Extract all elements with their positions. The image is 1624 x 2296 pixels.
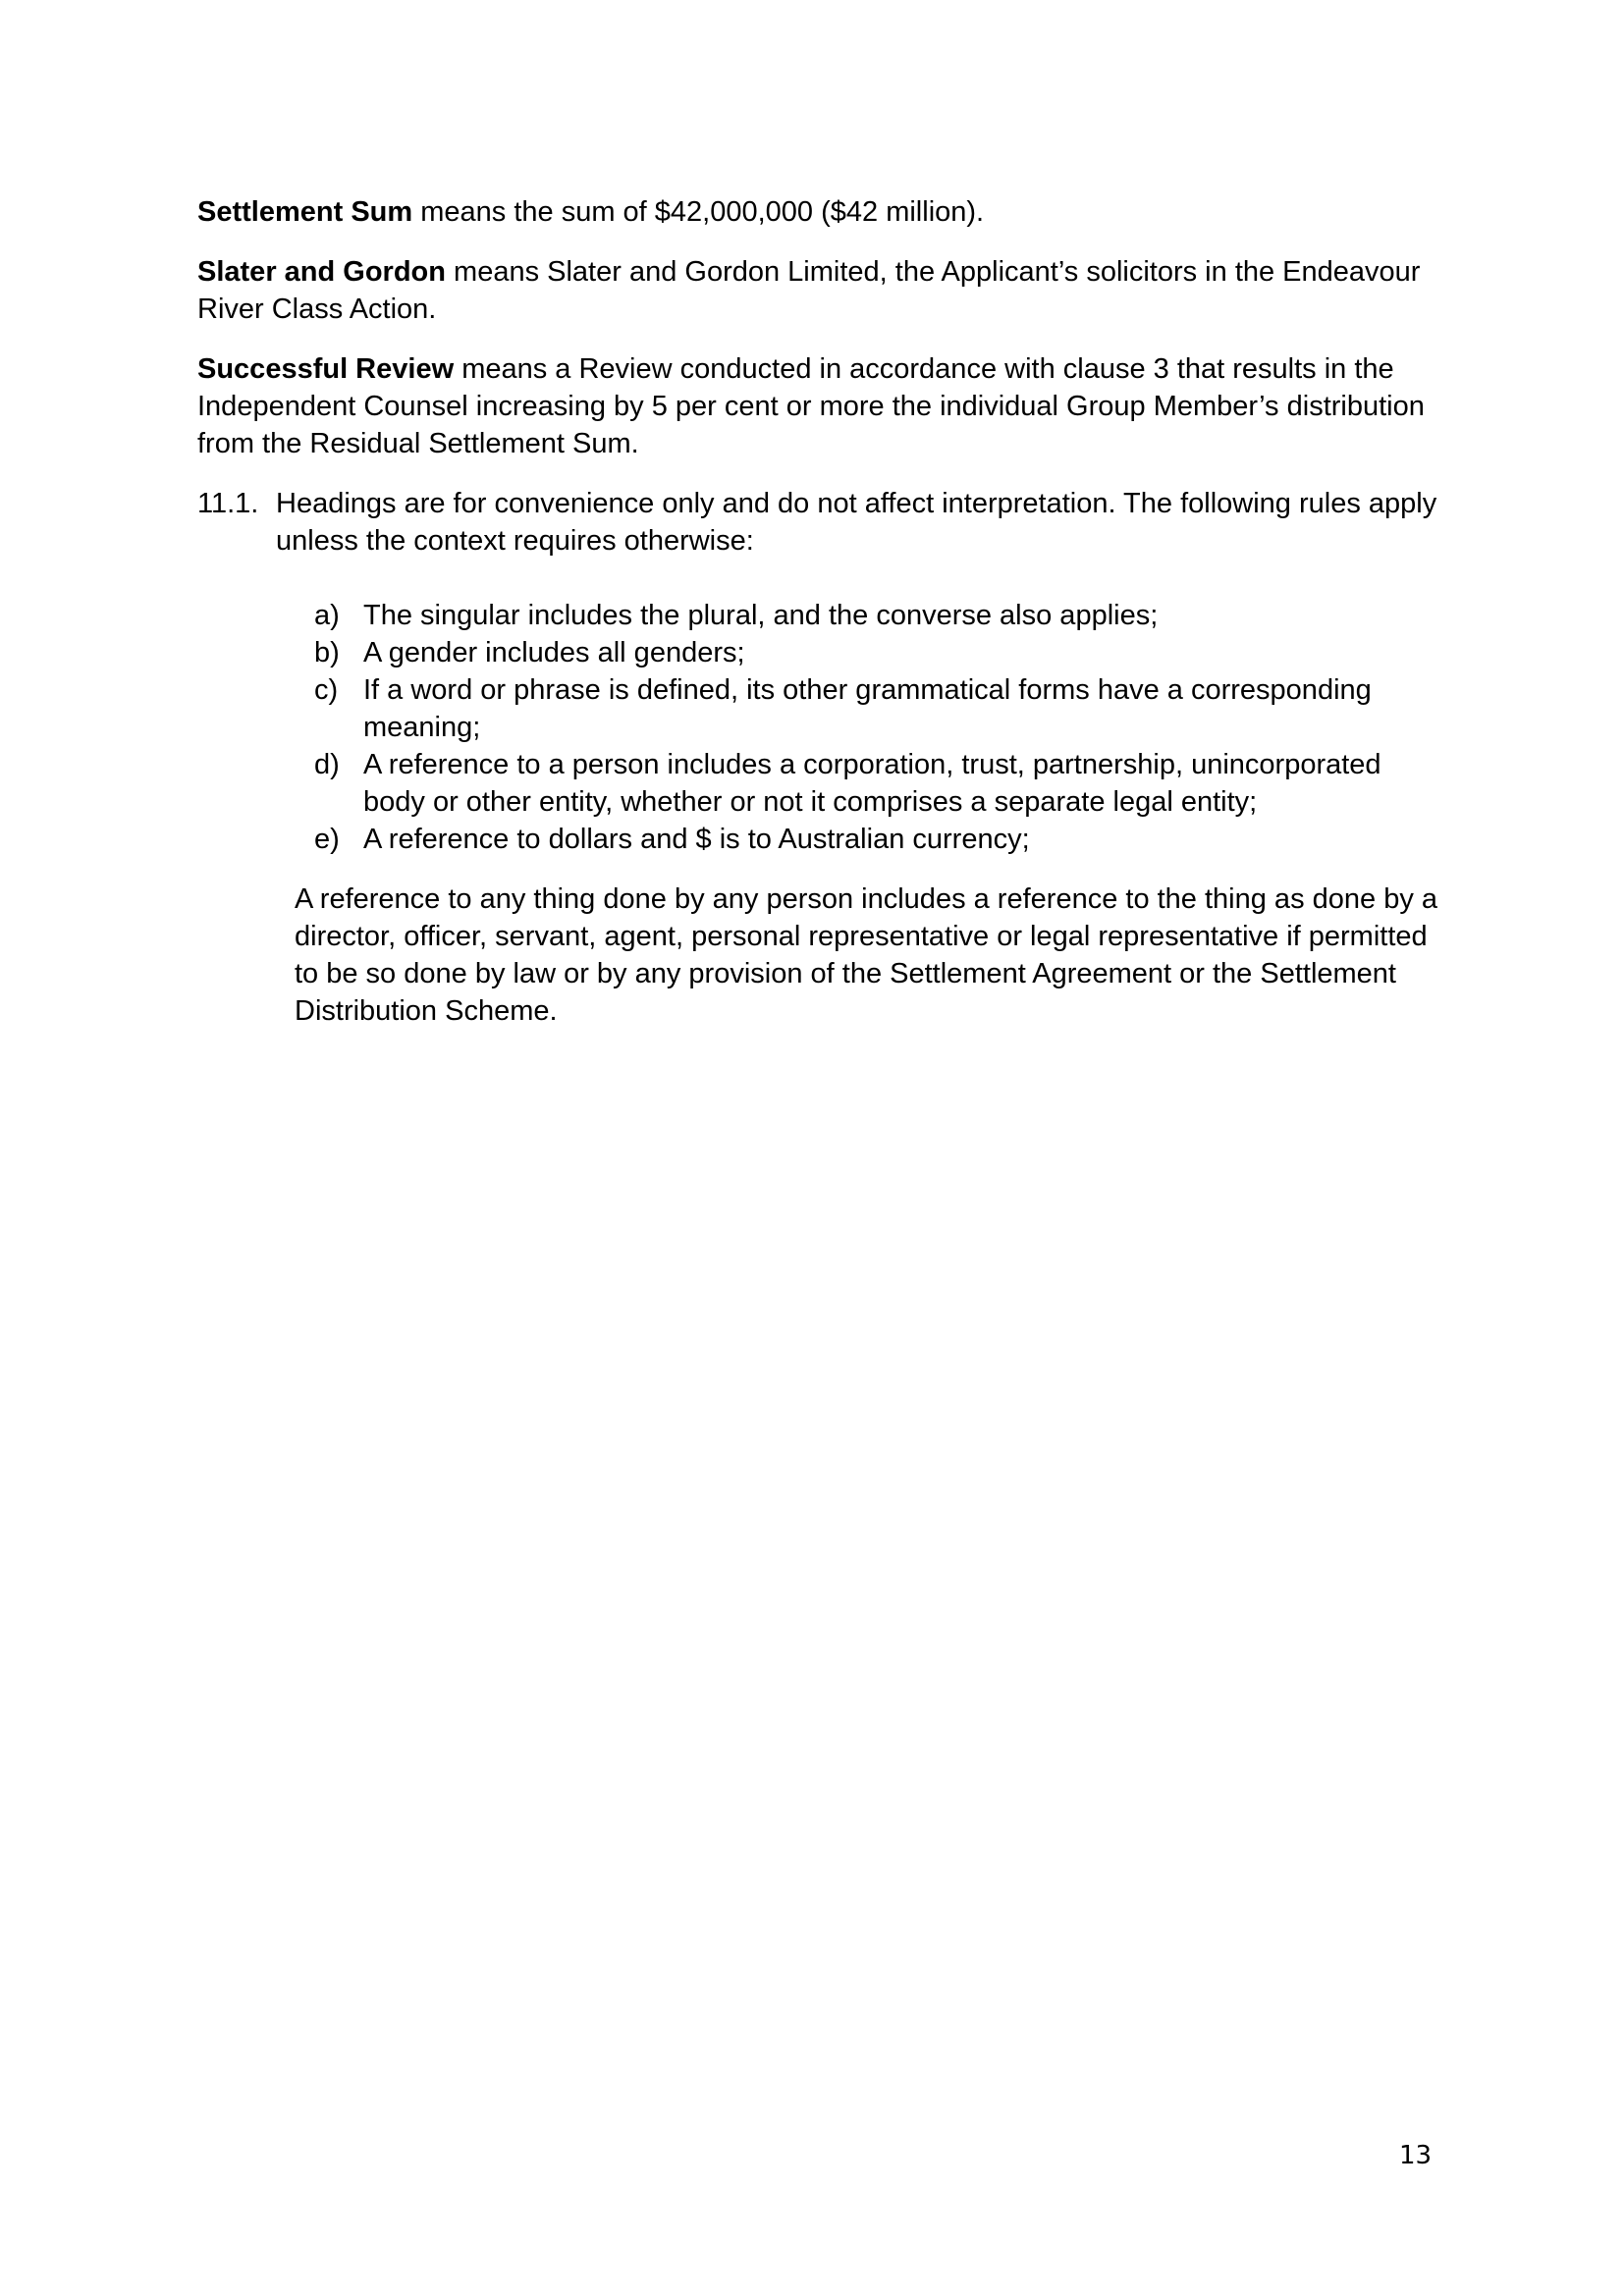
- reference-paragraph: A reference to any thing done by any person includes a reference to the thing as done by a director, officer, servant, agent, personal representative or legal representative if permitted to be so done by law or by any provision of the Settlement Agreement or the Settlement Distribution Scheme.: [295, 883, 1438, 1027]
- list-item-text: A reference to a person includes a corporation, trust, partnership, unincorporated body or other entity, whether or not it comprises a separate legal entity;: [363, 749, 1381, 818]
- list-item: [197, 746, 1444, 821]
- clause-11-1: [197, 485, 1444, 560]
- page-content: [197, 193, 1444, 1030]
- list-marker: b): [314, 637, 340, 668]
- page-number: 13: [1399, 2141, 1433, 2170]
- list-item: [197, 597, 1444, 634]
- list-item-text: A reference to dollars and $ is to Australian currency;: [363, 824, 1030, 855]
- clause-number: 11.1.: [197, 488, 259, 519]
- list-marker: e): [314, 824, 340, 855]
- definition-text: means the sum of $42,000,000 ($42 million).: [412, 196, 985, 228]
- list-marker: d): [314, 749, 340, 780]
- definition-text: means a Review conducted in accordance with clause 3 that results in the Independent Counsel increasing by 5 per cent or more the individual Group Member’s distribution from the Residual Settlement Sum.: [197, 353, 1425, 459]
- list-item-text: If a word or phrase is defined, its other grammatical forms have a corresponding meaning;: [363, 674, 1372, 743]
- list-marker: a): [314, 600, 340, 631]
- definition-slater-and-gordon: [197, 253, 1444, 328]
- interpretation-rules-list: [197, 597, 1444, 858]
- clause-text: Headings are for convenience only and do not affect interpretation. The following rules apply unless the context requires otherwise:: [276, 488, 1437, 557]
- list-marker: c): [314, 674, 339, 706]
- list-item: [197, 634, 1444, 671]
- list-item-text: The singular includes the plural, and the converse also applies;: [363, 600, 1159, 631]
- list-item: [197, 821, 1444, 858]
- definition-settlement-sum: [197, 193, 1444, 231]
- definition-successful-review: [197, 350, 1444, 462]
- definition-text: means Slater and Gordon Limited, the Applicant’s solicitors in the Endeavour River Class Action.: [197, 256, 1421, 325]
- defined-term: Settlement Sum: [197, 196, 413, 228]
- list-item-text: A gender includes all genders;: [363, 637, 745, 668]
- defined-term: Slater and Gordon: [197, 256, 446, 288]
- list-item: [197, 671, 1444, 746]
- defined-term: Successful Review: [197, 353, 455, 385]
